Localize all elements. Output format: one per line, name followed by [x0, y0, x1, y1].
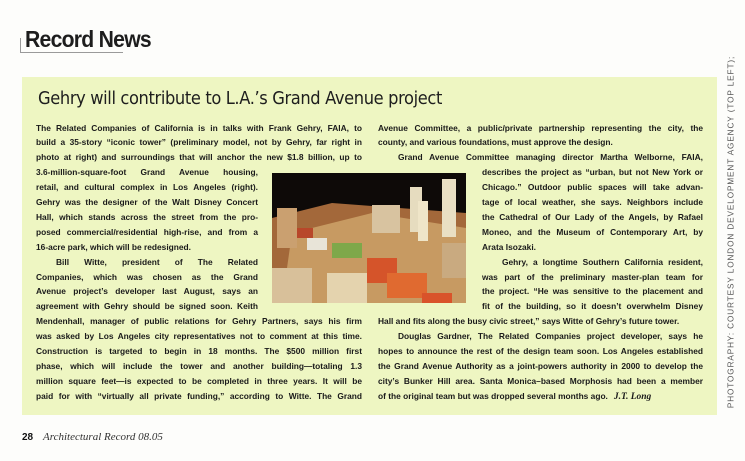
section-title-rule	[20, 38, 21, 53]
article-headline: Gehry will contribute to L.A.’s Grand Avenue project	[38, 89, 442, 109]
article-text-line: Gehry, a longtime Southern California resident,	[502, 256, 703, 267]
article-text-line: 16-acre park, which will be redesigned.	[36, 241, 191, 252]
byline: J.T. Long	[613, 391, 652, 402]
article-text-line: Mendenhall, manager of public relations for Gehry Partners, says his firm	[36, 316, 362, 327]
article-text-line: county, and various foundations, must approve the design.	[378, 137, 613, 148]
article-text-line: Hall and fits along the busy civic street,” says Witte of Gehry’s future tower.	[378, 316, 680, 327]
article-text-line: 3.6-million-square-foot Grand Avenue housing,	[36, 167, 258, 178]
article-text: of the original team but was dropped several months ago.	[378, 390, 608, 401]
article-text-line: tage of local weather, she says. Neighbors include	[482, 197, 703, 207]
article-text-line: Grand Avenue Committee managing director Martha Welborne, FAIA,	[398, 152, 703, 163]
article-text-line: Chicago.” Outdoor public spaces will take advan-	[482, 182, 703, 193]
article-text-line: phase, which will include the tower and another building—totaling 1.3	[36, 360, 362, 371]
article-text-line: Construction is targeted to begin in 18 months. The $500 million first	[36, 346, 362, 356]
article-text-line: the Grand Avenue Authority as a joint-powers authority in 2000 to develop the	[378, 360, 703, 371]
article-text-line: build a 35-story “iconic tower” (preliminary model, not by Gehry, far right in	[36, 137, 362, 148]
article-text-line: Bill Witte, president of The Related	[56, 256, 258, 267]
article-text-line: Arata Isozaki.	[482, 241, 536, 252]
article-text-line: million square feet—is expected to be completed in three years. It will be	[36, 375, 362, 386]
photo-credit: PHOTOGRAPHY: COURTESY LONDON DEVELOPMENT AGENCY (TOP LEFT);	[726, 55, 736, 409]
article-text-line: the project. “He was sensitive to the placement and	[482, 286, 703, 297]
article-text-line: Gehry was the designer of the Walt Disney Concert	[36, 197, 258, 207]
article-text-line: Avenue project’s developer last August, says an	[36, 286, 258, 297]
article-text-line: Avenue Committee, a public/private partnership representing the city, the	[378, 122, 703, 133]
article-text-line: fit of the building, so it doesn’t overwhelm Disney	[482, 301, 703, 312]
article-text-line: retail, and cultural complex in Los Angeles (right).	[36, 182, 258, 193]
article-text-line: agreement with Gehry should be signed soon. Keith	[36, 301, 258, 312]
article-text-line: hopes to announce the rest of the design team soon. Los Angeles established	[378, 346, 703, 356]
article-text-line	[378, 389, 703, 403]
article-text-line: Companies, which was chosen as the Grand	[36, 271, 258, 282]
article-text-line: posed commercial/residential high-rise, and from a	[36, 226, 258, 237]
article-text-line: Hall, which stands across the street from the pro-	[36, 211, 258, 222]
architectural-model-photo	[272, 173, 466, 303]
article-text-line: was part of the preliminary master-plan team for	[482, 271, 703, 282]
article-text-line: paid for with “virtually all private funding,” according to Witte. The Grand	[36, 390, 362, 401]
publication-name: Architectural Record 08.05	[43, 431, 163, 443]
page-number: 28	[22, 432, 34, 443]
article-text-line: was asked by Los Angeles city representatives not to comment at this time.	[36, 331, 362, 342]
article-text-line: Moneo, and the Museum of Contemporary Art, by	[482, 226, 703, 237]
article-text-line: the Cathedral of Our Lady of the Angels, by Rafael	[482, 211, 703, 222]
article-text-line: photo at right) and surroundings that will anchor the new $1.8 billion, up to	[36, 152, 362, 163]
section-title: Record News	[25, 26, 151, 52]
article-text-line: describes the project as “urban, but not New York or	[482, 167, 703, 178]
article-text-line: city’s Bunker Hill area. Santa Monica–based Morphosis had been a member	[378, 375, 703, 386]
article-text-line: The Related Companies of California is in talks with Frank Gehry, FAIA, to	[36, 122, 362, 133]
article-text-line: Douglas Gardner, The Related Companies project developer, says he	[398, 331, 703, 342]
